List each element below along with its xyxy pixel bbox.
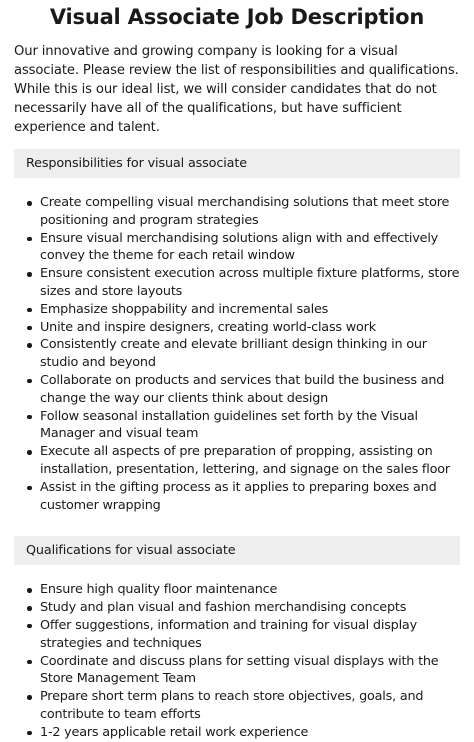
intro-paragraph: Our innovative and growing company is looking for a visual associate. Please review the list of responsibilities and qualifications. While this is our ideal list, we will consider candidates that do not necessarily have all of the qualifications, but have sufficient experience and talent. (14, 44, 459, 135)
list-item: Ensure high quality floor maintenance (26, 581, 460, 599)
list-item: Create compelling visual merchandising solutions that meet store positioning and program strategies (26, 194, 460, 230)
list-item: Collaborate on products and services that build the business and change the way our clients think about design (26, 372, 460, 408)
list-item: Consistently create and elevate brilliant design thinking in our studio and beyond (26, 336, 460, 372)
responsibilities-list (14, 194, 460, 514)
list-item: Emphasize shoppability and incremental sales (26, 301, 460, 319)
list-item: Study and plan visual and fashion merchandising concepts (26, 599, 460, 617)
page-title: Visual Associate Job Description (49, 5, 425, 29)
list-item: Ensure visual merchandising solutions align with and effectively convey the theme for each retail window (26, 230, 460, 266)
responsibilities-heading: Responsibilities for visual associate (14, 149, 460, 178)
list-item: 1-2 years applicable retail work experience (26, 724, 460, 742)
list-item: Unite and inspire designers, creating world-class work (26, 319, 460, 337)
list-item: Coordinate and discuss plans for setting visual displays with the Store Management Team (26, 653, 460, 689)
list-item: Assist in the gifting process as it applies to preparing boxes and customer wrapping (26, 479, 460, 515)
list-item: Ensure consistent execution across multiple fixture platforms, store sizes and store layouts (26, 265, 460, 301)
qualifications-heading: Qualifications for visual associate (14, 536, 460, 565)
qualifications-list (14, 581, 460, 741)
list-item: Offer suggestions, information and training for visual display strategies and techniques (26, 617, 460, 653)
list-item: Prepare short term plans to reach store objectives, goals, and contribute to team efforts (26, 688, 460, 724)
list-item: Execute all aspects of pre preparation of propping, assisting on installation, presentation, lettering, and signage on the sales floor (26, 443, 460, 479)
list-item: Follow seasonal installation guidelines set forth by the Visual Manager and visual team (26, 408, 460, 444)
